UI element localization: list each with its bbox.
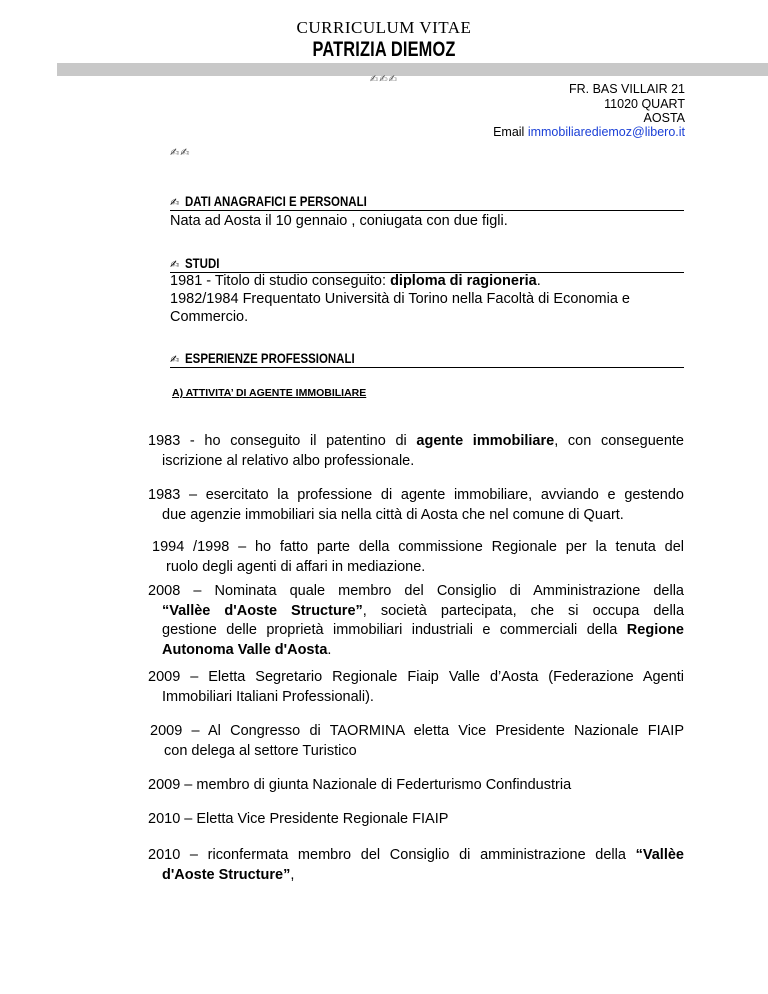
- text: due agenzie immobiliari sia nella città di Aosta che nel comune di Quart.: [162, 506, 624, 523]
- writing-hand-icons: ✍✍: [170, 147, 191, 159]
- writing-hand-icons: ✍✍✍: [369, 74, 399, 85]
- experience-paragraph: [152, 538, 684, 577]
- address-email: [493, 125, 685, 139]
- studi-line: 1982/1984 Frequentato Università di Torino nella Facoltà di Economia e: [170, 291, 630, 307]
- section-heading-esperienze: [170, 350, 684, 368]
- text: 2009 – Al Congresso di TAORMINA eletta Vice Presidente Nazionale FIAIP: [150, 723, 684, 739]
- text: gestione delle proprietà immobiliari industriali e commerciali della: [162, 622, 627, 638]
- email-link[interactable]: immobiliarediemoz@libero.it: [527, 125, 685, 139]
- text: 1994 /1998 – ho fatto parte della commissione Regionale per la tenuta del: [152, 539, 684, 555]
- text-bold: Regione: [626, 622, 684, 638]
- writing-hand-icon: ✍: [170, 354, 180, 366]
- subsection-heading: A) ATTIVITA’ DI AGENTE IMMOBILIARE: [172, 387, 367, 399]
- studi-line: [170, 273, 541, 289]
- text: 1981 - Titolo di studio conseguito:: [170, 273, 391, 289]
- text-bold: Autonoma Valle d'Aosta: [162, 641, 328, 658]
- section-heading-anagrafici: [170, 193, 684, 211]
- text: con delega al settore Turistico: [164, 742, 357, 759]
- text: 2008 – Nominata quale membro del Consiglio di Amministrazione della: [148, 583, 684, 599]
- text: ruolo degli agenti di affari in mediazione.: [166, 558, 426, 575]
- anagrafici-text: Nata ad Aosta il 10 gennaio , coniugata con due figli.: [170, 213, 508, 229]
- text: 2009 – Eletta Segretario Regionale Fiaip Valle d’Aosta (Federazione Agenti: [148, 669, 684, 685]
- text: iscrizione al relativo albo professionale.: [162, 452, 415, 469]
- section-heading-studi: [170, 255, 684, 273]
- experience-paragraph: [148, 668, 684, 707]
- experience-paragraph: [148, 846, 684, 885]
- text-bold: d'Aoste Structure”: [162, 866, 291, 883]
- text: Immobiliari Italiani Professionali).: [162, 688, 374, 705]
- text: ,: [290, 866, 295, 883]
- experience-paragraph: [148, 810, 684, 830]
- section-heading-text: ESPERIENZE PROFESSIONALI: [185, 350, 355, 366]
- text: 1983 - ho conseguito il patentino di: [148, 433, 417, 449]
- text-bold: “Vallèe d'Aoste Structure”: [162, 602, 363, 619]
- text: , società partecipata, che si occupa della: [362, 602, 685, 619]
- text: .: [536, 273, 541, 289]
- experience-paragraph: [148, 432, 684, 471]
- writing-hand-icon: ✍: [170, 197, 180, 209]
- cv-title: CURRICULUM VITAE: [296, 18, 472, 37]
- text-bold: “Vallèe: [635, 847, 684, 863]
- experience-paragraph: [150, 722, 684, 761]
- email-label: Email: [493, 125, 525, 139]
- experience-paragraph: [148, 486, 684, 525]
- text-bold: agente immobiliare: [416, 433, 555, 449]
- text-bold: diploma di ragioneria: [390, 273, 537, 289]
- text: 2010 – riconfermata membro del Consiglio di amministrazione della: [148, 847, 636, 863]
- address-city: 11020 QUART: [604, 97, 685, 111]
- text: .: [327, 641, 332, 658]
- experience-paragraph: [148, 776, 684, 796]
- text: , con conseguente: [554, 433, 684, 449]
- text: 2010 – Eletta Vice Presidente Regionale FIAIP: [148, 811, 449, 827]
- section-heading-text: DATI ANAGRAFICI E PERSONALI: [185, 193, 367, 209]
- section-heading-text: STUDI: [185, 255, 220, 271]
- text: 1983 – esercitato la professione di agente immobiliare, avviando e gestendo: [148, 487, 684, 503]
- address-street: FR. BAS VILLAIR 21: [568, 82, 685, 96]
- studi-line: Commercio.: [170, 309, 249, 325]
- address-region: AOSTA: [643, 111, 685, 125]
- person-name: PATRIZIA DIEMOZ: [312, 38, 456, 61]
- writing-hand-icon: ✍: [170, 259, 180, 271]
- experience-paragraph: [148, 582, 684, 660]
- text: 2009 – membro di giunta Nazionale di Federturismo Confindustria: [148, 777, 572, 793]
